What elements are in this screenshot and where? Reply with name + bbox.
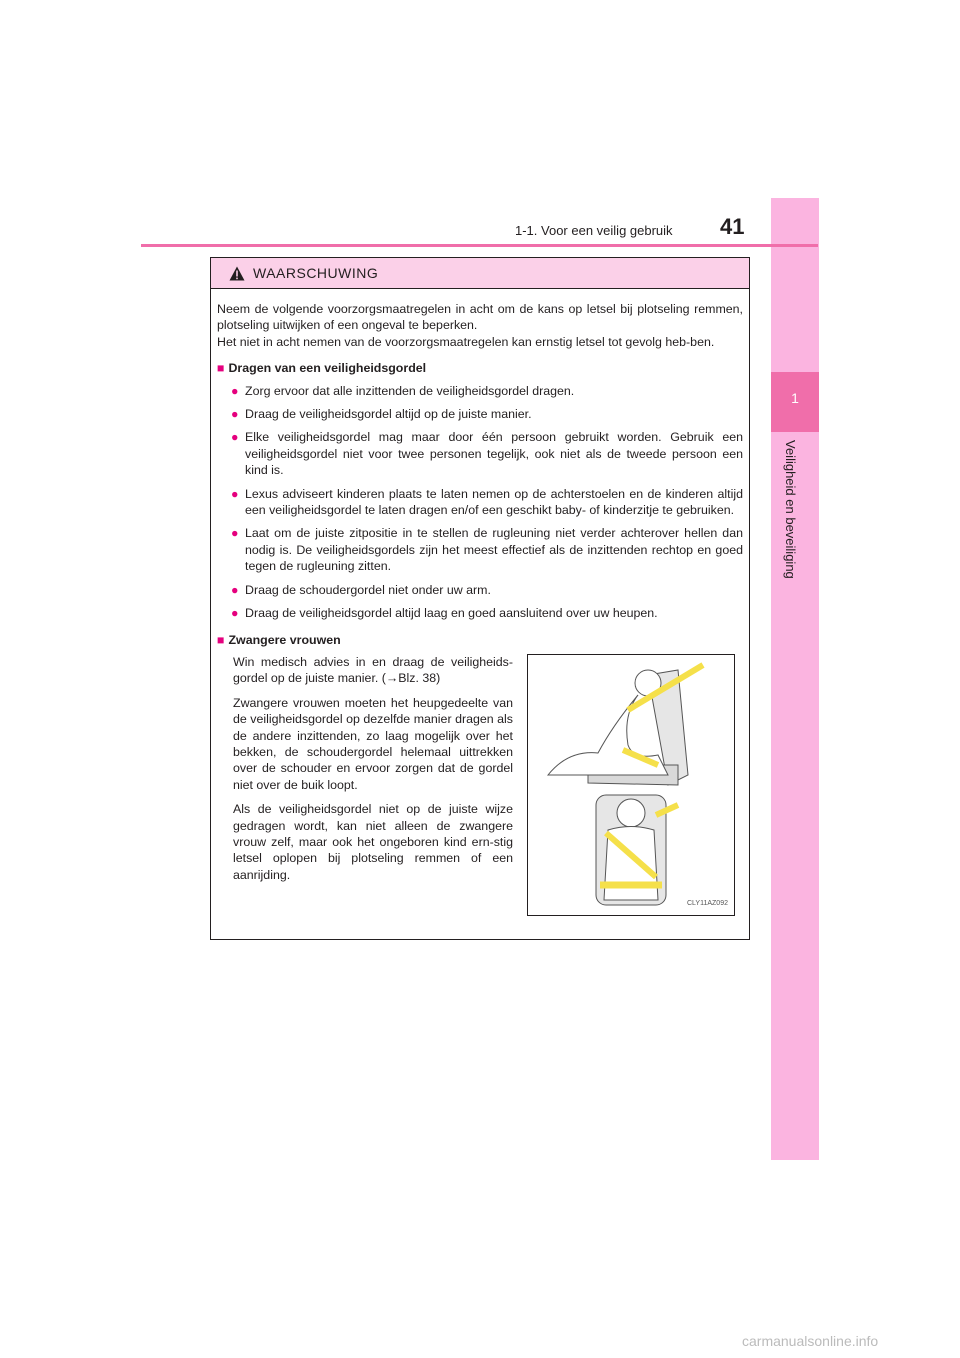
pregnant-para-1: Win medisch advies in en draag de veiligheids-gordel op de juiste manier. (→Blz. 38) [233,654,513,686]
page-number: 41 [720,214,745,239]
footer-watermark-url[interactable]: carmanualsonline.info [742,1333,879,1349]
warning-intro-2: Het niet in acht nemen van de voorzorgsmaatregelen kan ernstig letsel tot gevolg heb-ben. [217,334,715,349]
list-item-text: Draag de veiligheidsgordel altijd laag en goed aansluitend over uw heupen. [245,606,658,621]
illustration-code: CLY11AZ092 [687,899,728,907]
header-divider [141,244,818,247]
list-item-text: Draag de schoudergordel niet onder uw arm. [245,582,491,597]
list-item-text: Draag de veiligheidsgordel altijd op de juiste manier. [245,407,532,422]
pregnant-section [217,654,743,924]
round-bullet-icon: ● [231,526,239,541]
section-seatbelt-label: Dragen van een veiligheidsgordel [228,361,427,376]
list-item-text: Zorg ervoor dat alle inzittenden de veiligheidsgordel dragen. [245,383,575,398]
square-bullet-icon: ■ [217,361,225,376]
header-section-title: 1-1. Voor een veilig gebruik [515,223,673,238]
warning-content [211,289,749,924]
section-pregnant-title [217,632,743,648]
round-bullet-icon: ● [231,430,239,445]
list-item-text: Lexus adviseert kinderen plaats te laten nemen op de achterstoelen en de kinderen altijd een veiligheidsgordel te laten dragen en/of een geschikt baby- of kinderzitje te gebruiken. [245,486,743,518]
list-item [231,406,743,422]
section-seatbelt-title [217,360,743,376]
pregnant-text [233,654,513,891]
warning-intro-1: Neem de volgende voorzorgsmaatregelen in acht om de kans op letsel bij plotseling remmen, plotseling uitwijken of een ongeval te beperken. [217,302,743,333]
pregnant-para-3: Als de veiligheidsgordel niet op de juiste wijze gedragen wordt, kan niet alleen de zwangere vrouw zelf, maar ook het ongeboren kind ern-stig letsel oplopen bij plotseling remmen of een aanrijding. [233,802,513,882]
list-item [231,525,743,574]
list-item [231,582,743,598]
side-tab-label: Veiligheid en beveiliging [783,440,798,579]
side-tab [771,198,819,1160]
round-bullet-icon: ● [231,486,239,501]
pregnant-seatbelt-illustration [527,654,735,916]
warning-title: WAARSCHUWING [253,265,379,281]
round-bullet-icon: ● [231,582,239,597]
round-bullet-icon: ● [231,383,239,398]
square-bullet-icon: ■ [217,632,225,647]
list-item-text: Elke veiligheidsgordel mag maar door één persoon gebruikt worden. Gebruik een veiligheidsgordel niet voor twee personen tegelijk, ook niet als de tweede persoon een kind is. [245,430,743,478]
section-pregnant-label: Zwangere vrouwen [228,632,341,647]
warning-triangle-icon [229,266,245,281]
list-item [231,429,743,478]
illustration-drawing [528,655,734,915]
list-item [231,383,743,399]
side-tab-number: 1 [791,390,799,406]
list-item [231,486,743,519]
pregnant-para-2: Zwangere vrouwen moeten het heupgedeelte van de veiligheidsgordel op dezelfde manier dragen als de andere inzittenden, zo laag mogelijk over het bekken, de schoudergordel helemaal uittrekken over de schouder en ervoor zorgen dat de gordel niet over de buik loopt. [233,695,513,792]
list-item [231,605,743,621]
list-item-text: Laat om de juiste zitpositie in te stellen de rugleuning niet verder achterover hellen dan nodig is. De veiligheidsgordels zijn het meest effectief als de inzittenden rechtop en goed tegen de rugleuning zitten. [245,526,743,574]
warning-header [211,258,749,289]
round-bullet-icon: ● [231,606,239,621]
warning-box [210,257,750,940]
round-bullet-icon: ● [231,407,239,422]
